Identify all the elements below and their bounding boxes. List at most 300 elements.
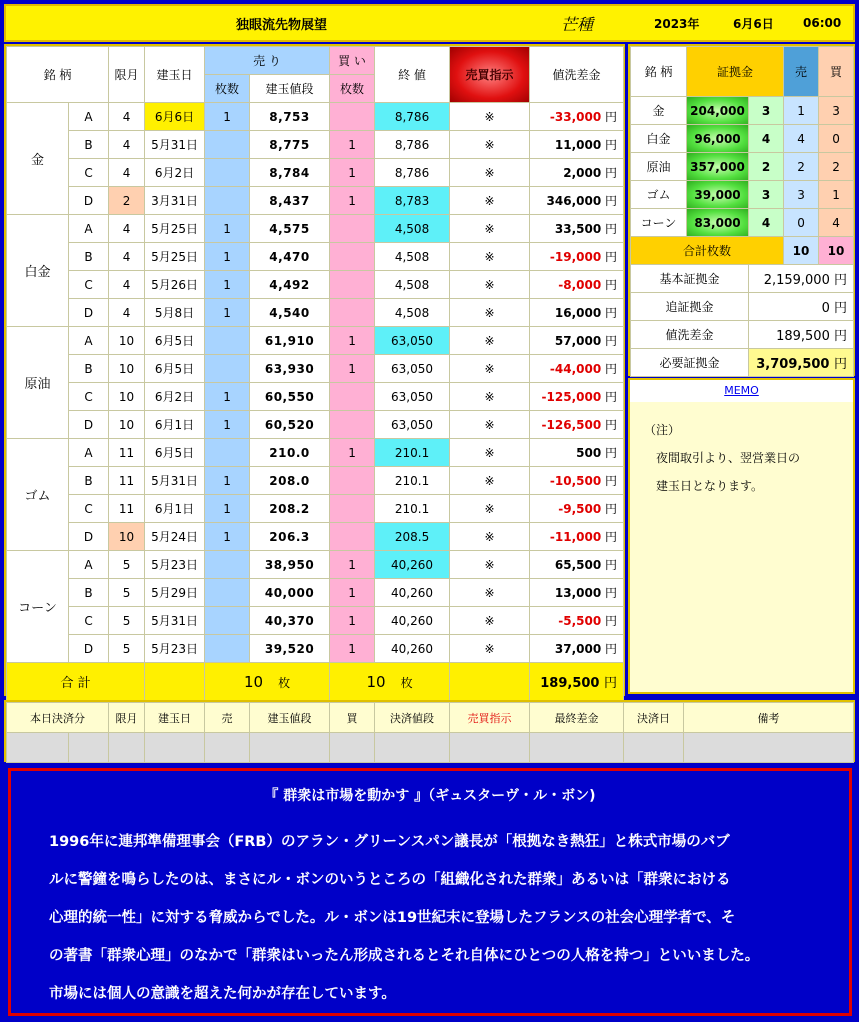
memo-link[interactable]: MEMO bbox=[630, 380, 853, 402]
commodity-name: 白金 bbox=[7, 215, 69, 327]
yen-unit: 円 bbox=[605, 306, 618, 320]
signal-mark: ※ bbox=[450, 495, 530, 523]
yen-unit: 円 bbox=[605, 334, 618, 348]
memo-body bbox=[630, 402, 853, 692]
summary-value-cell bbox=[749, 293, 854, 321]
contract-sub: A bbox=[69, 103, 109, 131]
buy-qty: 1 bbox=[330, 439, 375, 467]
settlement-panel bbox=[4, 700, 855, 762]
open-price: 63,930 bbox=[250, 355, 330, 383]
open-date: 6月6日 bbox=[145, 103, 205, 131]
pnl-cell bbox=[530, 523, 624, 551]
contract-sub: B bbox=[69, 579, 109, 607]
buy-qty: 1 bbox=[330, 355, 375, 383]
summary-unit: 円 bbox=[834, 329, 848, 344]
positions-table bbox=[6, 46, 624, 701]
contract-sub: C bbox=[69, 383, 109, 411]
settle-cell[interactable] bbox=[7, 733, 69, 763]
sell-qty bbox=[205, 607, 250, 635]
pnl-cell bbox=[530, 327, 624, 355]
pnl-value: -126,500 bbox=[541, 418, 602, 432]
pnl-value: 2,000 bbox=[563, 166, 602, 180]
close-price: 4,508 bbox=[375, 243, 450, 271]
close-price: 63,050 bbox=[375, 327, 450, 355]
settle-cell[interactable] bbox=[684, 733, 854, 763]
pnl-value: 37,000 bbox=[554, 642, 602, 656]
lot-count-row bbox=[631, 237, 854, 265]
sell-qty bbox=[205, 327, 250, 355]
yen-unit: 円 bbox=[605, 194, 618, 208]
col-tatene: 建玉値段 bbox=[250, 75, 330, 103]
pnl-value: 65,500 bbox=[554, 558, 602, 572]
summary-unit: 円 bbox=[834, 301, 848, 316]
close-price: 8,786 bbox=[375, 131, 450, 159]
total-pnl-value: 189,500 bbox=[540, 676, 600, 691]
margin-buy: 4 bbox=[819, 209, 854, 237]
contract-month: 4 bbox=[109, 131, 145, 159]
signal-mark: ※ bbox=[450, 355, 530, 383]
contract-month: 4 bbox=[109, 159, 145, 187]
position-row bbox=[7, 299, 624, 327]
buy-qty: 1 bbox=[330, 327, 375, 355]
pnl-cell bbox=[530, 159, 624, 187]
summary-row bbox=[631, 321, 854, 349]
pnl-value: 13,000 bbox=[554, 586, 602, 600]
col-maisu: 枚数 bbox=[205, 75, 250, 103]
buy-qty bbox=[330, 299, 375, 327]
close-price: 40,260 bbox=[375, 607, 450, 635]
col-owarine: 終 値 bbox=[375, 47, 450, 103]
yen-unit: 円 bbox=[605, 586, 618, 600]
col-tatebi: 建玉日 bbox=[145, 47, 205, 103]
total-sell bbox=[205, 663, 330, 701]
close-price: 63,050 bbox=[375, 355, 450, 383]
margin-row bbox=[631, 209, 854, 237]
contract-sub: A bbox=[69, 215, 109, 243]
margin-table bbox=[630, 46, 854, 377]
sell-qty: 1 bbox=[205, 383, 250, 411]
signal-mark: ※ bbox=[450, 551, 530, 579]
margin-sell: 4 bbox=[784, 125, 819, 153]
settle-cell[interactable] bbox=[69, 733, 109, 763]
summary-value-cell bbox=[749, 321, 854, 349]
yen-unit: 円 bbox=[605, 110, 618, 124]
sell-qty bbox=[205, 635, 250, 663]
yen-unit: 円 bbox=[605, 138, 618, 152]
total-pnl bbox=[530, 663, 624, 701]
position-row bbox=[7, 579, 624, 607]
position-row bbox=[7, 439, 624, 467]
margin-lots: 3 bbox=[749, 181, 784, 209]
pnl-cell bbox=[530, 411, 624, 439]
signal-mark: ※ bbox=[450, 439, 530, 467]
buy-qty bbox=[330, 215, 375, 243]
sell-qty: 1 bbox=[205, 523, 250, 551]
margin-row bbox=[631, 153, 854, 181]
close-price: 40,260 bbox=[375, 635, 450, 663]
pnl-cell bbox=[530, 383, 624, 411]
pnl-value: -10,500 bbox=[549, 474, 602, 488]
pnl-value: -9,500 bbox=[558, 502, 602, 516]
open-date: 5月26日 bbox=[145, 271, 205, 299]
pnl-value: -125,000 bbox=[541, 390, 602, 404]
yen-unit: 円 bbox=[605, 390, 618, 404]
position-row bbox=[7, 187, 624, 215]
commodity-name: 原油 bbox=[7, 327, 69, 439]
yen-unit: 円 bbox=[605, 418, 618, 432]
side-col-uri: 売 bbox=[784, 47, 819, 97]
commodity-name: コーン bbox=[7, 551, 69, 663]
sell-qty: 1 bbox=[205, 411, 250, 439]
pnl-value: 11,000 bbox=[554, 138, 602, 152]
open-date: 6月1日 bbox=[145, 411, 205, 439]
memo-line: （注） bbox=[644, 423, 681, 437]
margin-buy: 2 bbox=[819, 153, 854, 181]
contract-month: 2 bbox=[109, 187, 145, 215]
pnl-cell bbox=[530, 355, 624, 383]
sell-qty: 1 bbox=[205, 243, 250, 271]
pnl-value: 346,000 bbox=[546, 194, 602, 208]
settle-col-2: 限月 bbox=[109, 703, 145, 733]
signal-mark: ※ bbox=[450, 215, 530, 243]
close-price: 40,260 bbox=[375, 551, 450, 579]
contract-sub: A bbox=[69, 327, 109, 355]
settle-col-7: 決済値段 bbox=[375, 703, 450, 733]
open-date: 5月29日 bbox=[145, 579, 205, 607]
buy-qty: 1 bbox=[330, 159, 375, 187]
open-date: 3月31日 bbox=[145, 187, 205, 215]
close-price: 63,050 bbox=[375, 411, 450, 439]
open-price: 8,753 bbox=[250, 103, 330, 131]
pnl-cell bbox=[530, 299, 624, 327]
margin-commodity: 白金 bbox=[631, 125, 687, 153]
buy-qty bbox=[330, 383, 375, 411]
sell-qty: 1 bbox=[205, 467, 250, 495]
yen-unit: 円 bbox=[605, 558, 618, 572]
contract-sub: D bbox=[69, 299, 109, 327]
col-meigara: 銘 柄 bbox=[7, 47, 109, 103]
side-col-shoko: 証拠金 bbox=[687, 47, 784, 97]
contract-sub: B bbox=[69, 467, 109, 495]
sell-qty bbox=[205, 131, 250, 159]
buy-qty: 1 bbox=[330, 551, 375, 579]
open-date: 5月31日 bbox=[145, 131, 205, 159]
quote-line: ルに警鐘を鳴らしたのは、まさにル・ボンのいうところの「組織化された群衆」あるいは「群衆における bbox=[49, 872, 731, 888]
open-date: 6月2日 bbox=[145, 159, 205, 187]
close-price: 63,050 bbox=[375, 383, 450, 411]
total-spacer bbox=[450, 663, 530, 701]
margin-sell: 2 bbox=[784, 153, 819, 181]
contract-sub: D bbox=[69, 523, 109, 551]
summary-value: 189,500 bbox=[776, 329, 830, 344]
summary-value-cell bbox=[749, 349, 854, 377]
open-date: 6月5日 bbox=[145, 327, 205, 355]
signal-mark: ※ bbox=[450, 131, 530, 159]
year: 2023年 bbox=[654, 16, 700, 31]
settle-col-3: 建玉日 bbox=[145, 703, 205, 733]
settle-cell[interactable] bbox=[450, 733, 530, 763]
open-price: 39,520 bbox=[250, 635, 330, 663]
total-buy bbox=[330, 663, 450, 701]
open-price: 40,000 bbox=[250, 579, 330, 607]
side-col-meigara: 銘 柄 bbox=[631, 47, 687, 97]
contract-month: 11 bbox=[109, 495, 145, 523]
total-sell-unit: 枚 bbox=[278, 676, 291, 690]
margin-sell: 0 bbox=[784, 209, 819, 237]
position-row bbox=[7, 103, 624, 131]
contract-month: 5 bbox=[109, 635, 145, 663]
position-row bbox=[7, 467, 624, 495]
yen-unit: 円 bbox=[605, 166, 618, 180]
memo-line: 夜間取引より、翌営業日の bbox=[644, 451, 801, 465]
yen-unit: 円 bbox=[605, 474, 618, 488]
settle-cell[interactable] bbox=[375, 733, 450, 763]
contract-month: 10 bbox=[109, 411, 145, 439]
margin-buy: 3 bbox=[819, 97, 854, 125]
pnl-cell bbox=[530, 187, 624, 215]
memo-line: 建玉日となります。 bbox=[644, 479, 764, 493]
buy-qty: 1 bbox=[330, 607, 375, 635]
margin-amount: 204,000 bbox=[687, 97, 749, 125]
close-price: 8,783 bbox=[375, 187, 450, 215]
settle-cell[interactable] bbox=[330, 733, 375, 763]
open-price: 206.3 bbox=[250, 523, 330, 551]
quote-box bbox=[8, 768, 852, 1016]
contract-month: 10 bbox=[109, 383, 145, 411]
contract-sub: B bbox=[69, 243, 109, 271]
contract-sub: D bbox=[69, 635, 109, 663]
sell-qty bbox=[205, 355, 250, 383]
quote-body bbox=[49, 823, 839, 1013]
position-row bbox=[7, 551, 624, 579]
open-date: 6月5日 bbox=[145, 355, 205, 383]
signal-mark: ※ bbox=[450, 635, 530, 663]
buy-qty: 1 bbox=[330, 131, 375, 159]
open-date: 5月25日 bbox=[145, 243, 205, 271]
contract-sub: C bbox=[69, 495, 109, 523]
pnl-value: 16,000 bbox=[554, 306, 602, 320]
pnl-value: -5,500 bbox=[558, 614, 602, 628]
sell-qty bbox=[205, 439, 250, 467]
contract-sub: D bbox=[69, 187, 109, 215]
commodity-name: 金 bbox=[7, 103, 69, 215]
settle-cell[interactable] bbox=[530, 733, 624, 763]
summary-label: 値洗差金 bbox=[631, 321, 749, 349]
contract-month: 11 bbox=[109, 467, 145, 495]
margin-sell: 3 bbox=[784, 181, 819, 209]
total-buy-value: 10 bbox=[366, 673, 386, 691]
season-mark: 芒種 bbox=[561, 14, 594, 34]
sell-qty bbox=[205, 159, 250, 187]
settle-cell[interactable] bbox=[109, 733, 145, 763]
margin-row bbox=[631, 97, 854, 125]
open-date: 6月2日 bbox=[145, 383, 205, 411]
close-price: 4,508 bbox=[375, 215, 450, 243]
buy-qty bbox=[330, 243, 375, 271]
summary-value-cell bbox=[749, 265, 854, 293]
contract-sub: D bbox=[69, 411, 109, 439]
yen-unit: 円 bbox=[605, 614, 618, 628]
quote-line: 1996年に連邦準備理事会（FRB）のアラン・グリーンスパン議長が「根拠なき熱狂」と株式市場のバブ bbox=[49, 834, 730, 850]
open-price: 8,775 bbox=[250, 131, 330, 159]
margin-sell: 1 bbox=[784, 97, 819, 125]
open-price: 60,520 bbox=[250, 411, 330, 439]
settle-col-4: 売 bbox=[205, 703, 250, 733]
position-row bbox=[7, 215, 624, 243]
margin-amount: 357,000 bbox=[687, 153, 749, 181]
pnl-value: -8,000 bbox=[558, 278, 602, 292]
open-price: 208.2 bbox=[250, 495, 330, 523]
open-price: 38,950 bbox=[250, 551, 330, 579]
open-date: 5月23日 bbox=[145, 551, 205, 579]
summary-value: 2,159,000 bbox=[763, 273, 830, 288]
col-genget: 限月 bbox=[109, 47, 145, 103]
settle-col-0: 本日決済分 bbox=[7, 703, 109, 733]
settle-col-6: 買 bbox=[330, 703, 375, 733]
signal-mark: ※ bbox=[450, 383, 530, 411]
buy-qty bbox=[330, 495, 375, 523]
margin-commodity: ゴム bbox=[631, 181, 687, 209]
settle-cell[interactable] bbox=[145, 733, 205, 763]
total-spacer bbox=[145, 663, 205, 701]
margin-lots: 2 bbox=[749, 153, 784, 181]
signal-mark: ※ bbox=[450, 327, 530, 355]
pnl-value: -11,000 bbox=[549, 530, 602, 544]
pnl-cell bbox=[530, 243, 624, 271]
total-buy-unit: 枚 bbox=[400, 676, 413, 690]
signal-mark: ※ bbox=[450, 271, 530, 299]
summary-unit: 円 bbox=[834, 357, 848, 372]
open-date: 6月1日 bbox=[145, 495, 205, 523]
pnl-cell bbox=[530, 467, 624, 495]
sell-qty: 1 bbox=[205, 271, 250, 299]
signal-mark: ※ bbox=[450, 243, 530, 271]
col-maisu2: 枚数 bbox=[330, 75, 375, 103]
open-price: 8,437 bbox=[250, 187, 330, 215]
contract-month: 4 bbox=[109, 299, 145, 327]
summary-value: 3,709,500 bbox=[756, 357, 830, 372]
open-date: 6月5日 bbox=[145, 439, 205, 467]
summary-unit: 円 bbox=[834, 273, 848, 288]
yen-unit: 円 bbox=[605, 642, 618, 656]
contract-month: 4 bbox=[109, 243, 145, 271]
settle-col-5: 建玉値段 bbox=[250, 703, 330, 733]
signal-mark: ※ bbox=[450, 187, 530, 215]
signal-mark: ※ bbox=[450, 467, 530, 495]
margin-buy: 1 bbox=[819, 181, 854, 209]
contract-sub: B bbox=[69, 355, 109, 383]
signal-mark: ※ bbox=[450, 607, 530, 635]
position-row bbox=[7, 327, 624, 355]
pnl-cell bbox=[530, 271, 624, 299]
margin-amount: 83,000 bbox=[687, 209, 749, 237]
settle-cell[interactable] bbox=[205, 733, 250, 763]
position-row bbox=[7, 411, 624, 439]
margin-lots: 4 bbox=[749, 209, 784, 237]
margin-commodity: コーン bbox=[631, 209, 687, 237]
yen-unit: 円 bbox=[605, 222, 618, 236]
settlement-table bbox=[6, 702, 854, 763]
pnl-cell bbox=[530, 495, 624, 523]
contract-month: 11 bbox=[109, 439, 145, 467]
open-price: 208.0 bbox=[250, 467, 330, 495]
margin-lots: 3 bbox=[749, 97, 784, 125]
col-sagaku: 値洗差金 bbox=[530, 47, 624, 103]
pnl-value: 500 bbox=[576, 446, 602, 460]
yen-unit: 円 bbox=[605, 362, 618, 376]
quote-line: 心理的統一性」に対する脅威からでした。ル・ボンは19世紀末に登場したフランスの社会心理学者で、そ bbox=[49, 910, 736, 926]
pnl-value: -19,000 bbox=[549, 250, 602, 264]
settle-cell[interactable] bbox=[624, 733, 684, 763]
signal-mark: ※ bbox=[450, 103, 530, 131]
pnl-cell bbox=[530, 215, 624, 243]
buy-qty bbox=[330, 467, 375, 495]
open-price: 4,575 bbox=[250, 215, 330, 243]
memo-panel bbox=[628, 378, 855, 694]
contract-month: 10 bbox=[109, 523, 145, 551]
margin-panel bbox=[628, 44, 855, 376]
sell-qty: 1 bbox=[205, 215, 250, 243]
yen-unit: 円 bbox=[605, 446, 618, 460]
settle-col-10: 決済日 bbox=[624, 703, 684, 733]
settle-cell[interactable] bbox=[250, 733, 330, 763]
position-row bbox=[7, 243, 624, 271]
open-price: 8,784 bbox=[250, 159, 330, 187]
total-label: 合 計 bbox=[7, 663, 145, 701]
contract-month: 4 bbox=[109, 103, 145, 131]
open-price: 210.0 bbox=[250, 439, 330, 467]
summary-label: 基本証拠金 bbox=[631, 265, 749, 293]
position-row bbox=[7, 635, 624, 663]
pnl-cell bbox=[530, 607, 624, 635]
sell-qty: 1 bbox=[205, 495, 250, 523]
close-price: 4,508 bbox=[375, 271, 450, 299]
open-date: 5月31日 bbox=[145, 607, 205, 635]
positions-panel bbox=[4, 44, 625, 696]
col-uri: 売 り bbox=[205, 47, 330, 75]
close-price: 210.1 bbox=[375, 439, 450, 467]
summary-row bbox=[631, 265, 854, 293]
total-pnl-unit: 円 bbox=[604, 676, 618, 691]
col-signal: 売買指示 bbox=[450, 47, 530, 103]
sell-qty: 1 bbox=[205, 299, 250, 327]
margin-buy: 0 bbox=[819, 125, 854, 153]
summary-row bbox=[631, 293, 854, 321]
pnl-cell bbox=[530, 635, 624, 663]
margin-amount: 96,000 bbox=[687, 125, 749, 153]
contract-month: 4 bbox=[109, 215, 145, 243]
contract-month: 10 bbox=[109, 355, 145, 383]
open-date: 5月25日 bbox=[145, 215, 205, 243]
signal-mark: ※ bbox=[450, 411, 530, 439]
margin-lots: 4 bbox=[749, 125, 784, 153]
lot-count-sell: 10 bbox=[784, 237, 819, 265]
open-date: 5月31日 bbox=[145, 467, 205, 495]
title-bar bbox=[4, 4, 855, 42]
yen-unit: 円 bbox=[605, 502, 618, 516]
sell-qty bbox=[205, 551, 250, 579]
settle-col-11: 備考 bbox=[684, 703, 854, 733]
buy-qty: 1 bbox=[330, 187, 375, 215]
position-row bbox=[7, 523, 624, 551]
pnl-value: -44,000 bbox=[549, 362, 602, 376]
settle-col-9: 最終差金 bbox=[530, 703, 624, 733]
contract-sub: B bbox=[69, 131, 109, 159]
close-price: 210.1 bbox=[375, 495, 450, 523]
close-price: 8,786 bbox=[375, 159, 450, 187]
date: 6月6日 bbox=[733, 16, 774, 31]
close-price: 40,260 bbox=[375, 579, 450, 607]
